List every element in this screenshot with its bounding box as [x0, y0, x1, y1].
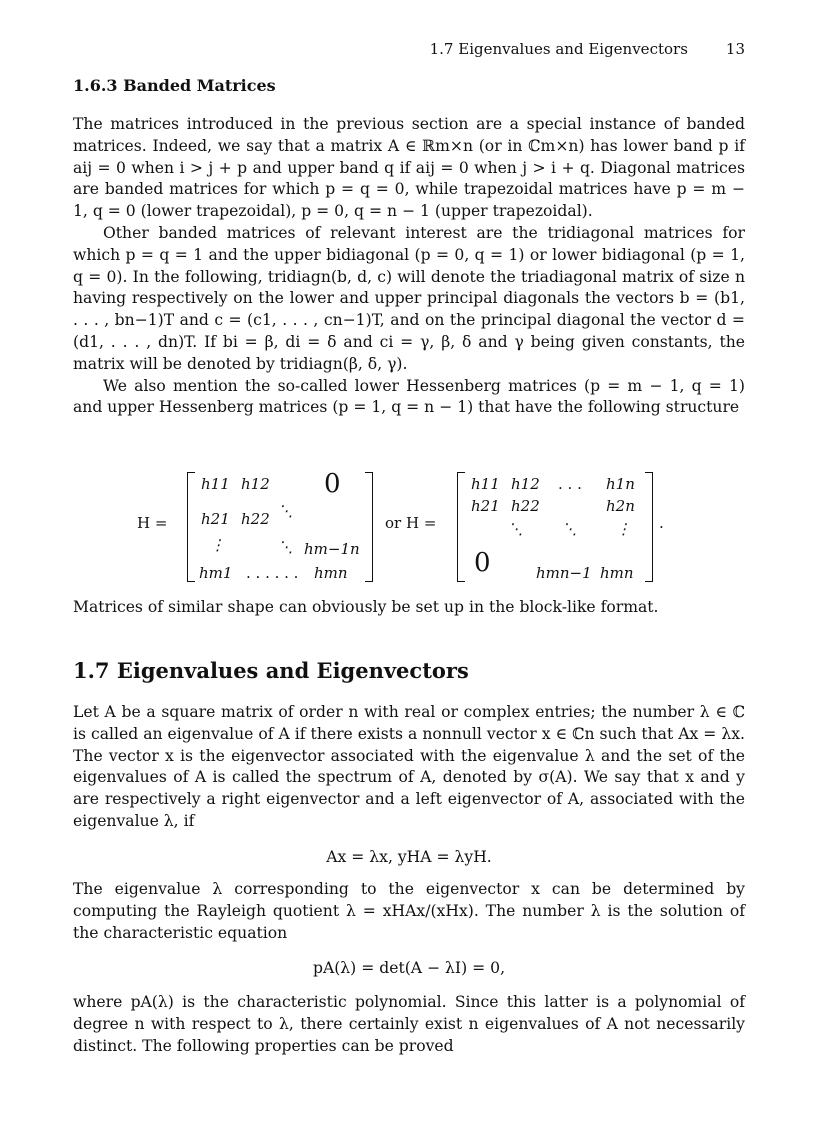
- vdots-upper: ⋮: [616, 520, 631, 538]
- paragraph-tridiagonal: Other banded matrices of relevant interest are the tridiagonal matrices for which p = q = 1 and the upper bidiagonal (p = 0, q = 1) or lower bidiagonal (p = 1, q = 0). In the following, tridiagn(b, d, c) will denote the triadiagonal matrix of size n having respectively on the lower and upper principal diagonals the vectors b = (b1, . . . , bn−1)T and c = (c1, . . . , cn−1)T, and on the principal diagonal the vector d = (d1, . . . , dn)T. If bi = β, di = δ and ci = γ, β, δ and γ being given constants, the matrix will be denoted by tridiagn(β, δ, γ).: [73, 223, 745, 373]
- page-number: 13: [725, 40, 745, 58]
- ddots-lower-2: ⋱: [278, 538, 293, 556]
- paragraph-polynomial: where pA(λ) is the characteristic polynomial. Since this latter is a polynomial of degree n with respect to λ, there certainly exist n eigenvalues of A not necessarily distinct. The following properties can be proved: [73, 993, 745, 1055]
- polynomial-text-block: [73, 992, 745, 1057]
- upper-hessenberg-matrix: [457, 472, 653, 582]
- entry-h22: h22: [241, 510, 270, 528]
- entry-h12: h12: [241, 475, 270, 493]
- ddots-lower-1: ⋱: [278, 502, 293, 520]
- eigen-text-block: [73, 702, 745, 833]
- entry-h21: h21: [201, 510, 230, 528]
- paragraph-hessenberg: We also mention the so-called lower Hessenberg matrices (p = m − 1, q = 1) and upper Hessenberg matrices (p = 1, q = n − 1) that have the following structure: [73, 376, 745, 417]
- entry-hmn-1: hmn−1: [536, 564, 592, 582]
- subsection-heading: 1.6.3 Banded Matrices: [73, 76, 276, 95]
- entry-h12: h12: [511, 475, 540, 493]
- entry-zero: 0: [474, 548, 491, 578]
- entry-h1n: h1n: [606, 475, 635, 493]
- row-dots: . . . . . .: [246, 564, 299, 582]
- banded-text-block: [73, 114, 745, 419]
- ddots-upper-1: ⋱: [508, 520, 523, 538]
- rayleigh-text-block: [73, 879, 745, 944]
- row-dots: . . .: [558, 475, 582, 493]
- lower-hessenberg-matrix: [187, 469, 373, 582]
- entry-h22: h22: [511, 497, 540, 515]
- running-head: [430, 40, 745, 58]
- entry-hmn: hmn: [600, 564, 634, 582]
- entry-h11: h11: [201, 475, 230, 493]
- paragraph-rayleigh: The eigenvalue λ corresponding to the eigenvector x can be determined by computing the Rayleigh quotient λ = xHAx/(xHx). The number λ is the solution of the characteristic equation: [73, 880, 745, 942]
- paragraph-block-format: Matrices of similar shape can obviously be set up in the block-like format.: [73, 598, 659, 616]
- entry-hmn: hmn: [314, 564, 348, 582]
- paragraph-banded-definition: The matrices introduced in the previous section are a special instance of banded matrices. Indeed, we say that a matrix A ∈ ℝm×n (or in ℂm×n) has lower band p if aij = 0 when i > j + p and upper band q if aij = 0 when j > i + q. Diagonal matrices are banded matrices for which p = q = 0, while trapezoidal matrices have p = m − 1, q = 0 (lower trapezoidal), p = 0, q = n − 1 (upper trapezoidal).: [73, 115, 745, 221]
- paragraph-eigen-definition: Let A be a square matrix of order n with real or complex entries; the number λ ∈ ℂ is called an eigenvalue of A if there exists a nonnull vector x ∈ ℂn such that Ax = λx. The vector x is the eigenvector associated with the eigenvalue λ and the set of the eigenvalues of A is called the spectrum of A, denoted by σ(A). We say that x and y are respectively a right eigenvector and a left eigenvector of A, associated with the eigenvalue λ, if: [73, 703, 745, 830]
- matrix-label-upper: or H =: [385, 514, 437, 532]
- entry-hm1: hm1: [199, 564, 233, 582]
- running-head-title: 1.7 Eigenvalues and Eigenvectors: [429, 40, 688, 58]
- ddots-upper-2: ⋱: [562, 520, 577, 538]
- section-heading: 1.7 Eigenvalues and Eigenvectors: [73, 658, 469, 683]
- matrix-end-mark: .: [659, 514, 664, 532]
- hessenberg-matrices: [73, 470, 745, 588]
- vdots-lower: ⋮: [210, 536, 225, 554]
- entry-zero: 0: [324, 469, 341, 499]
- entry-h11: h11: [471, 475, 500, 493]
- equation-characteristic: pA(λ) = det(A − λI) = 0,: [312, 959, 506, 977]
- entry-h21: h21: [471, 497, 500, 515]
- matrix-label-lower: H =: [137, 514, 168, 532]
- entry-h2n: h2n: [606, 497, 635, 515]
- equation-eigen: Ax = λx, yHA = λyH.: [326, 848, 492, 866]
- entry-hm-1n: hm−1n: [304, 540, 360, 558]
